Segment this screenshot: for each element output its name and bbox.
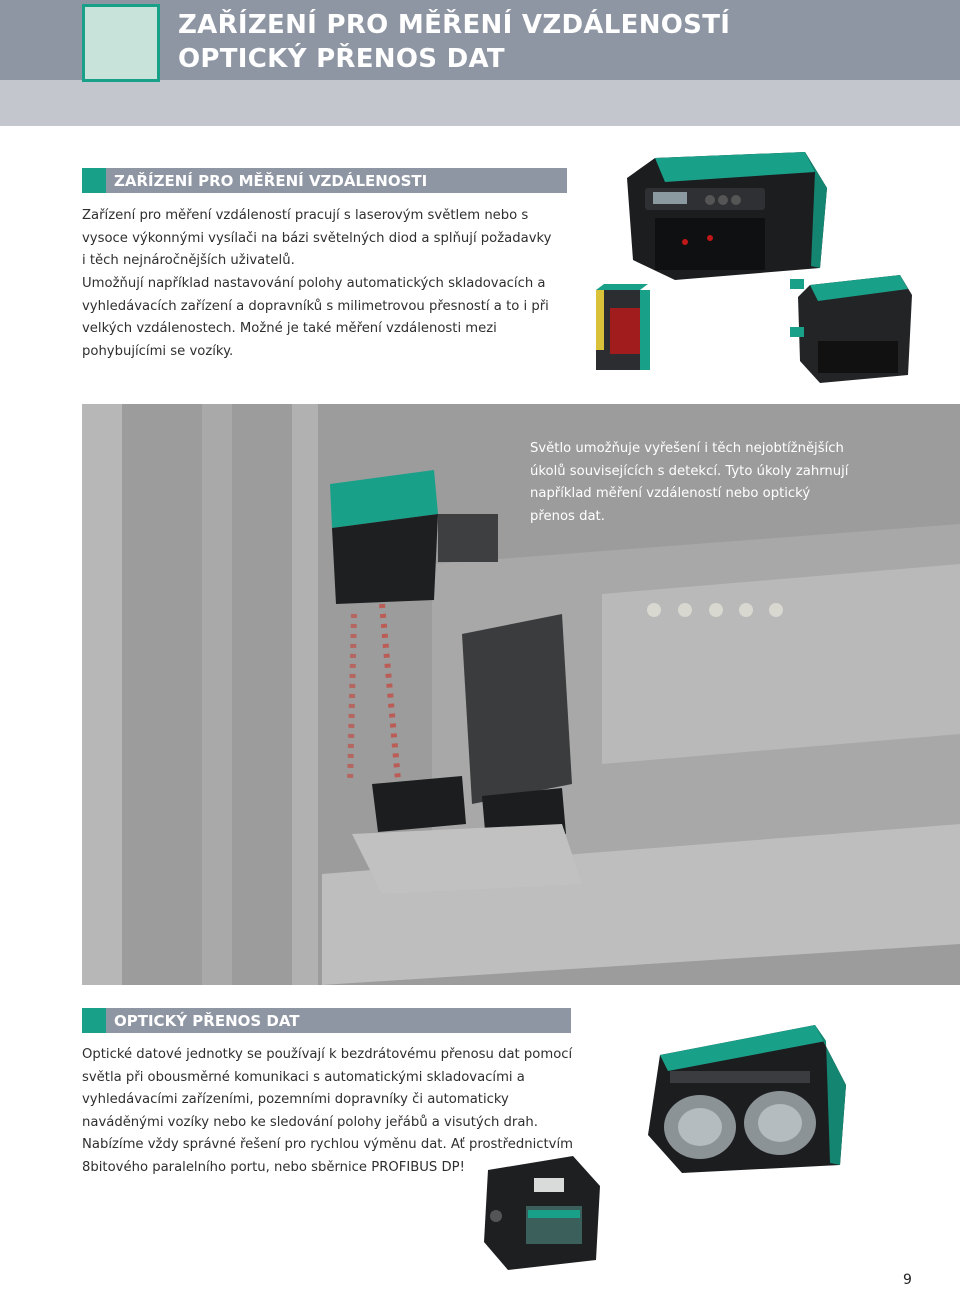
section-heading-optical (82, 1008, 571, 1033)
page-title-line2: OPTICKÝ PŘENOS DAT (178, 44, 505, 74)
header-logo-square (82, 4, 160, 82)
section2-paragraph: Optické datové jednotky se používají k bezdrátovému přenosu dat pomocí světla při obousměrné komunikaci s automatickými skladovacími a vyhledávacími zařízeními, pozemními dopravníky či automaticky naváděnými vozíky nebo ke sledování polohy jeřábů a visutých drah. Nabízíme vždy správné řešení pro rychlou výměnu dat. Ať prostřednictvím 8bitového paralelního portu, nebo sběrnice PROFIBUS DP! (82, 1047, 573, 1175)
section-accent (82, 168, 106, 193)
section-accent (82, 1008, 106, 1033)
page-number: 9 (903, 1272, 912, 1288)
page-title (178, 8, 730, 76)
scene-caption: Světlo umožňuje vyřešení i těch nejobtížnějších úkolů souvisejících s detekcí. Tyto úkoly zahrnují například měření vzdáleností nebo optický přenos dat. (530, 441, 849, 524)
distance-sensor-small-image (588, 280, 660, 380)
section-heading-label: ZAŘÍZENÍ PRO MĚŘENÍ VZDÁLENOSTI (114, 172, 428, 190)
section-heading-distance (82, 168, 567, 193)
section1-paragraph-1: Zařízení pro měření vzdáleností pracují s laserovým světlem nebo s vysoce výkonnými vysílači na bázi světelných diod a splňují požadavky i těch nejnáročnějších uživatelů. (82, 208, 552, 269)
section-heading-label: OPTICKÝ PŘENOS DAT (114, 1012, 300, 1030)
section1-paragraph-2: Umožňují například nastavování polohy automatických skladovacích a vyhledávacích zařízení a dopravníků s milimetrovou přesností a to i při velkých vzdálenostech. Možné je také měření vzdálenosti mezi pohybujícími se vozíky. (82, 276, 549, 359)
warehouse-scene-illustration (82, 404, 960, 985)
distance-sensor-medium-image (790, 265, 930, 390)
page-title-line1: ZAŘÍZENÍ PRO MĚŘENÍ VZDÁLENOSTÍ (178, 10, 731, 40)
optical-data-unit-large-image (640, 1015, 860, 1180)
optical-data-unit-small-image (478, 1150, 608, 1275)
